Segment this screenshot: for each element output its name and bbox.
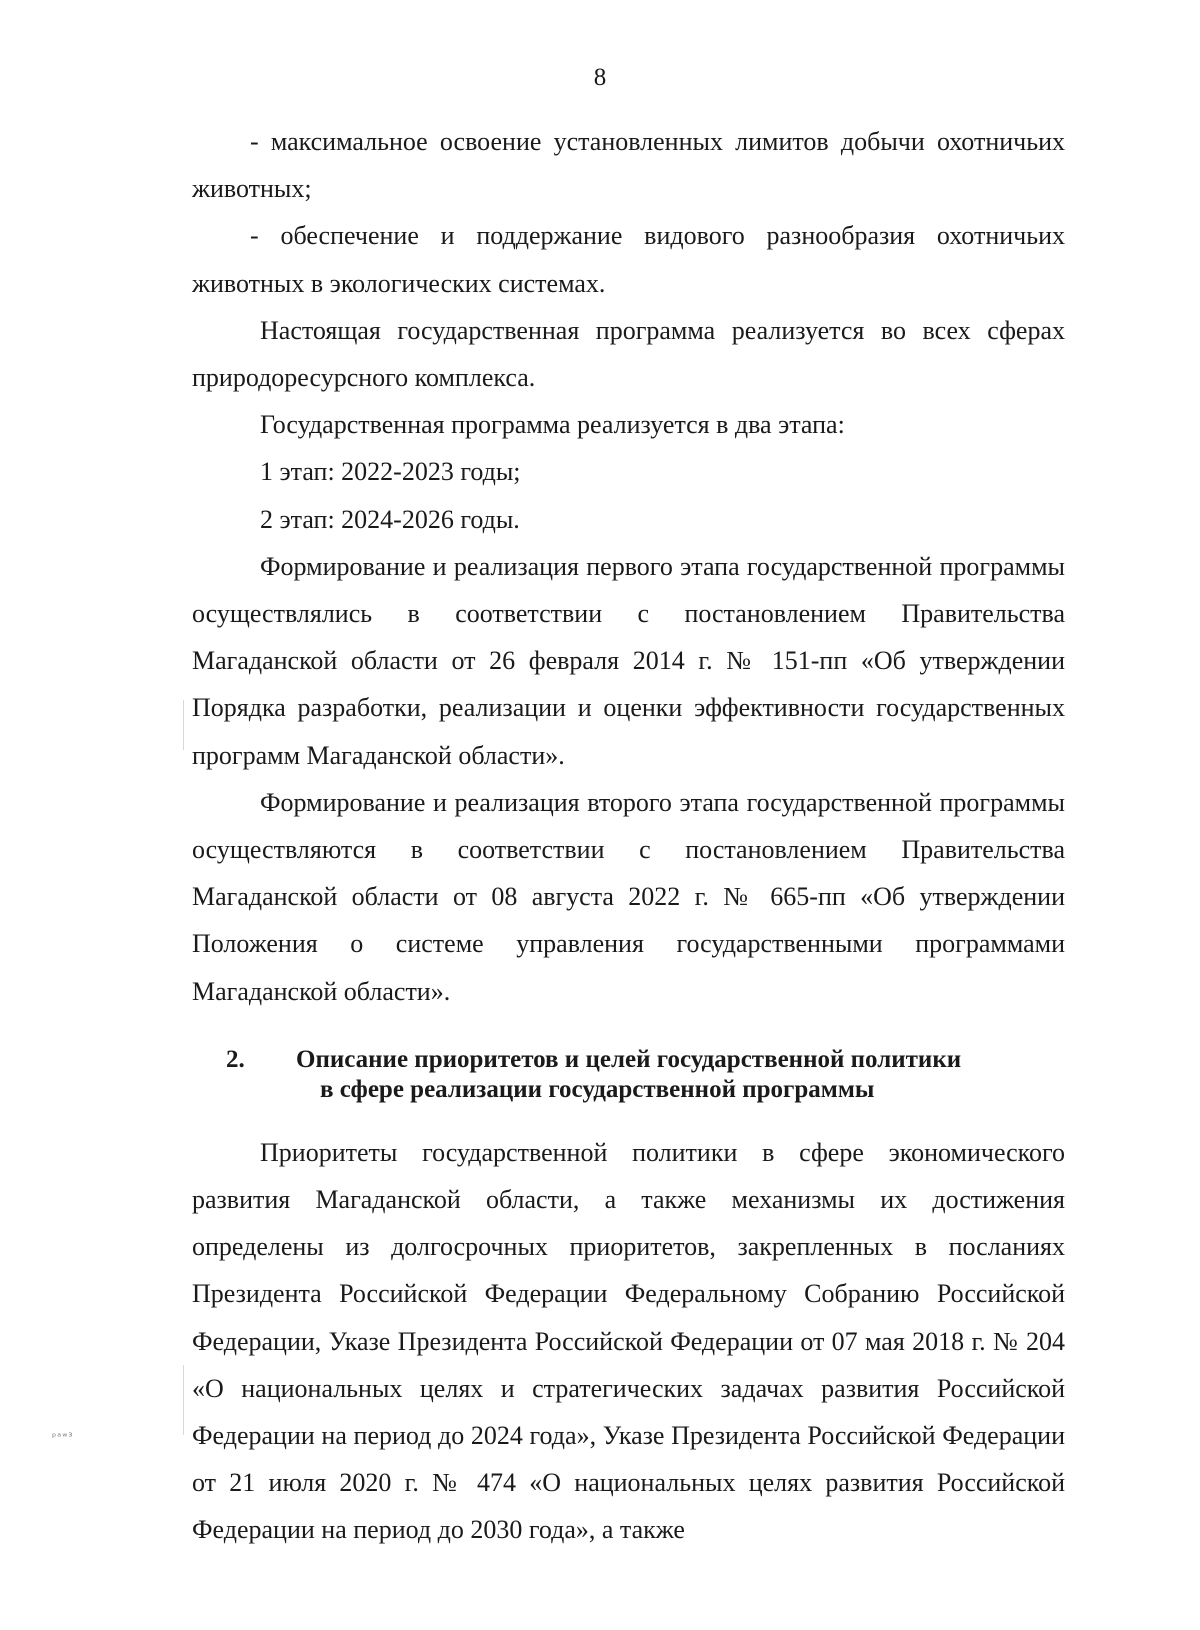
paragraph-second-stage-regulation: Формирование и реализация второго этапа государственной программы осуществляются в соответствии с постановлением Правительства Магаданской области от 08 августа 2022 г. № 665-пп «Об утверждении Положения о системе управления государственными программами Магаданской области».: [192, 787, 1065, 1006]
page-number: 8: [593, 64, 607, 91]
scan-artifact-line: [183, 1365, 184, 1435]
scan-artifact-line: [183, 700, 184, 750]
section-number: 2.: [226, 1045, 245, 1073]
paragraph-program-scope: Настоящая государственная программа реализуется во всех сферах природоресурсного комплекса.: [192, 315, 1065, 393]
section-heading: [192, 1045, 1065, 1105]
paragraph-hunting-limits: - максимальное освоение установленных лимитов добычи охотничьих животных;: [192, 127, 1065, 204]
paragraph-two-stages: Государственная программа реализуется в два этапа:: [260, 410, 845, 440]
paragraph-stage-1: 1 этап: 2022-2023 годы;: [260, 457, 521, 487]
section-title-line-1: Описание приоритетов и целей государственной политики: [296, 1045, 962, 1073]
paragraph-policy-priorities: Приоритеты государственной политики в сфере экономического развития Магаданской области, а также механизмы их достижения определены из долгосрочных приоритетов, закрепленных в посланиях Президента Российской Федерации Федеральному Собранию Российской Федерации, Указе Президента Российской Федерации от 07 мая 2018 г. № 204 «О национальных целях и стратегических задачах развития Российской Федерации на период до 2024 года», Указе Президента Российской Федерации от 21 июля 2020 г. № 474 «О национальных целях развития Российской Федерации на период до 2030 года», а также: [192, 1137, 1065, 1545]
paragraph-first-stage-regulation: Формирование и реализация первого этапа государственной программы осуществлялись в соответствии с постановлением Правительства Магаданской области от 26 февраля 2014 г. № 151-пп «Об утверждении Порядка разработки, реализации и оценки эффективности государственных программ Магаданской области».: [192, 551, 1065, 770]
paragraph-stage-2: 2 этап: 2024-2026 годы.: [260, 504, 520, 534]
section-title-line-2: в сфере реализации государственной программы: [320, 1075, 875, 1103]
document-body: [192, 118, 1065, 1554]
margin-scan-mark: ᵖᵃʷ³: [52, 1432, 74, 1443]
paragraph-species-diversity: - обеспечение и поддержание видового разнообразия охотничьих животных в экологических системах.: [192, 221, 1065, 298]
